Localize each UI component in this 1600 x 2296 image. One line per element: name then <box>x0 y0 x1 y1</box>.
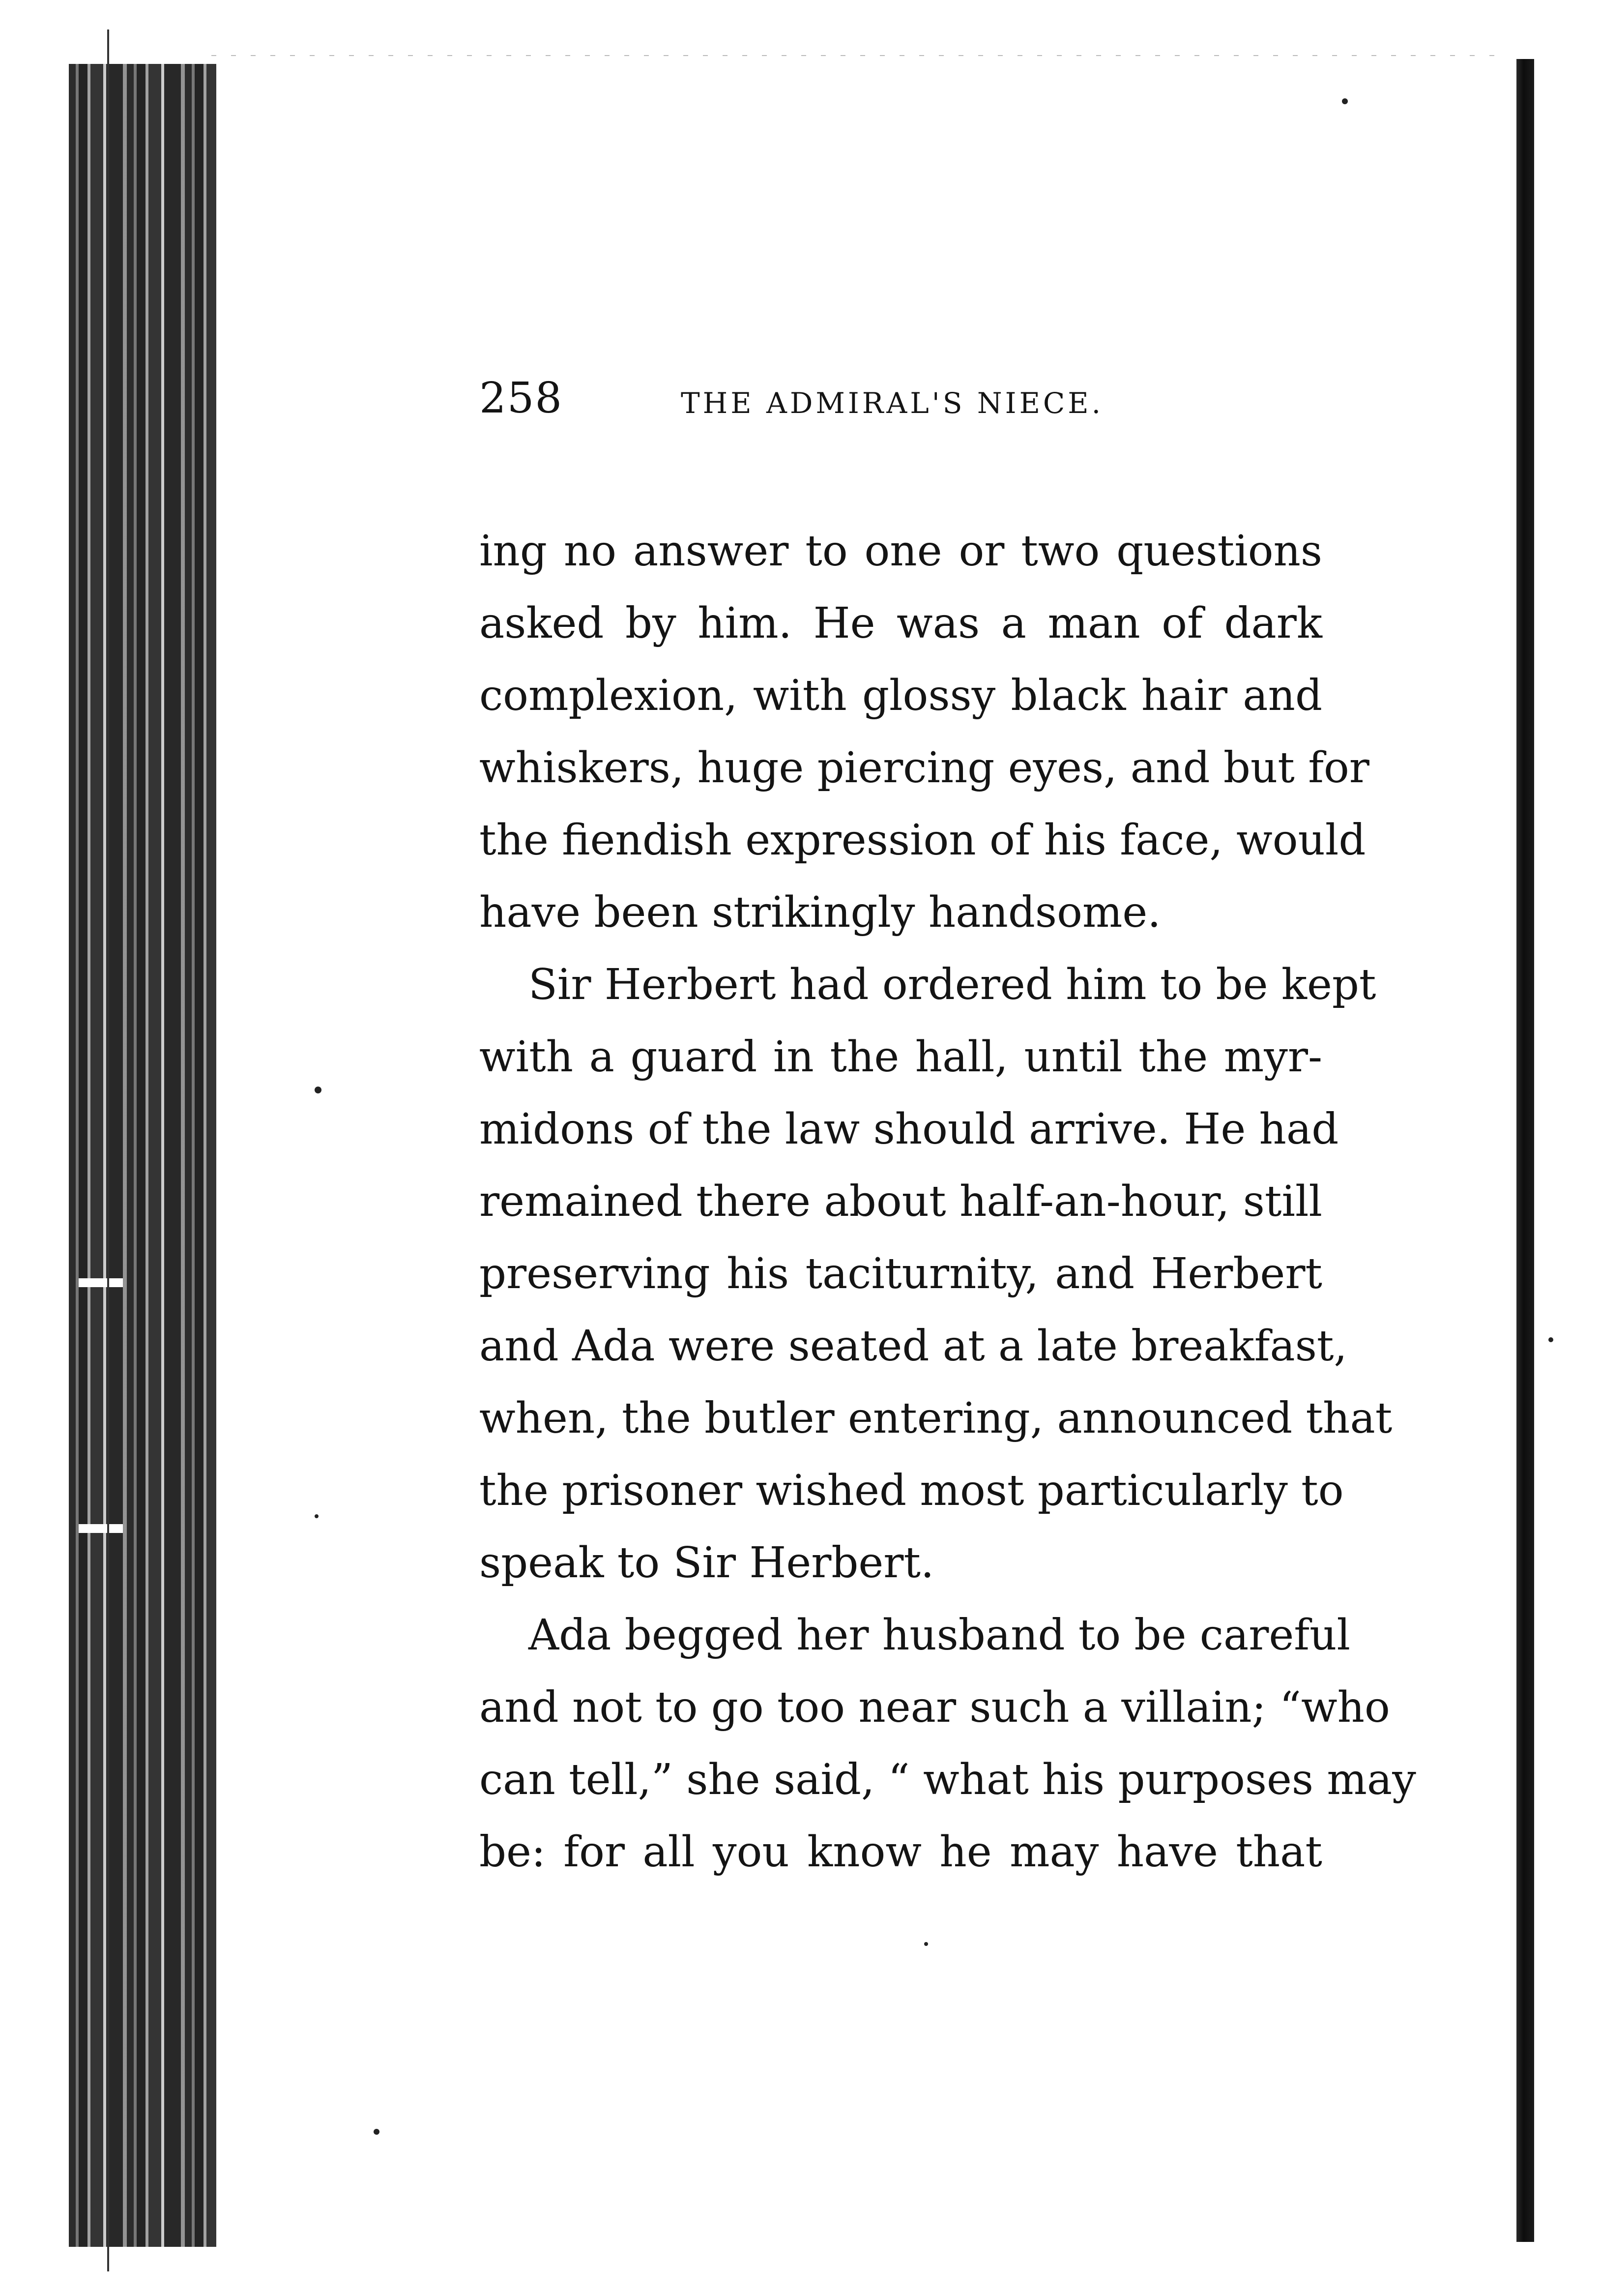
scan-speck <box>1548 1337 1553 1342</box>
text-line: can tell,” she said, “ what his purposes may <box>479 1755 1416 1804</box>
running-title: THE ADMIRAL'S NIECE. <box>681 386 1104 420</box>
text-line: whiskers, huge piercing eyes, and but for <box>479 743 1369 793</box>
text-line: have been strikingly handsome. <box>479 888 1161 937</box>
left-margin-rule <box>107 29 109 2271</box>
text-line: complexion, with glossy black hair and <box>479 671 1322 720</box>
scan-speck <box>924 1942 928 1946</box>
text-line: asked by him. He was a man of dark <box>479 599 1322 648</box>
page-header <box>479 374 1118 428</box>
scan-speck <box>315 1087 321 1093</box>
text-line: midons of the law should arrive. He had <box>479 1105 1339 1154</box>
scan-speck <box>374 2129 379 2135</box>
binding-notch <box>79 1524 123 1533</box>
text-line: and not to go too near such a villain; “who <box>479 1683 1390 1732</box>
binding-notch <box>79 1278 123 1287</box>
text-line: be: for all you know he may have that <box>479 1827 1322 1877</box>
page-number: 258 <box>479 374 563 423</box>
text-line: Sir Herbert had ordered him to be kept <box>528 960 1376 1009</box>
text-line: with a guard in the hall, until the myr- <box>479 1032 1322 1082</box>
scan-speck <box>1342 98 1348 104</box>
page-binding-scan <box>69 64 216 2247</box>
text-line: ing no answer to one or two questions <box>479 527 1322 576</box>
top-scan-rule <box>211 55 1504 56</box>
text-line: Ada begged her husband to be careful <box>528 1611 1350 1660</box>
scan-speck <box>315 1514 319 1518</box>
page-right-edge <box>1516 59 1534 2242</box>
text-line: remained there about half-an-hour, still <box>479 1177 1322 1226</box>
text-line: preserving his taciturnity, and Herbert <box>479 1249 1322 1298</box>
body-text <box>479 515 1416 1888</box>
text-line: when, the butler entering, announced that <box>479 1394 1393 1443</box>
text-line: and Ada were seated at a late breakfast, <box>479 1322 1347 1371</box>
text-line: speak to Sir Herbert. <box>479 1538 934 1588</box>
text-line: the prisoner wished most particularly to <box>479 1466 1344 1515</box>
text-line: the fiendish expression of his face, would <box>479 816 1366 865</box>
